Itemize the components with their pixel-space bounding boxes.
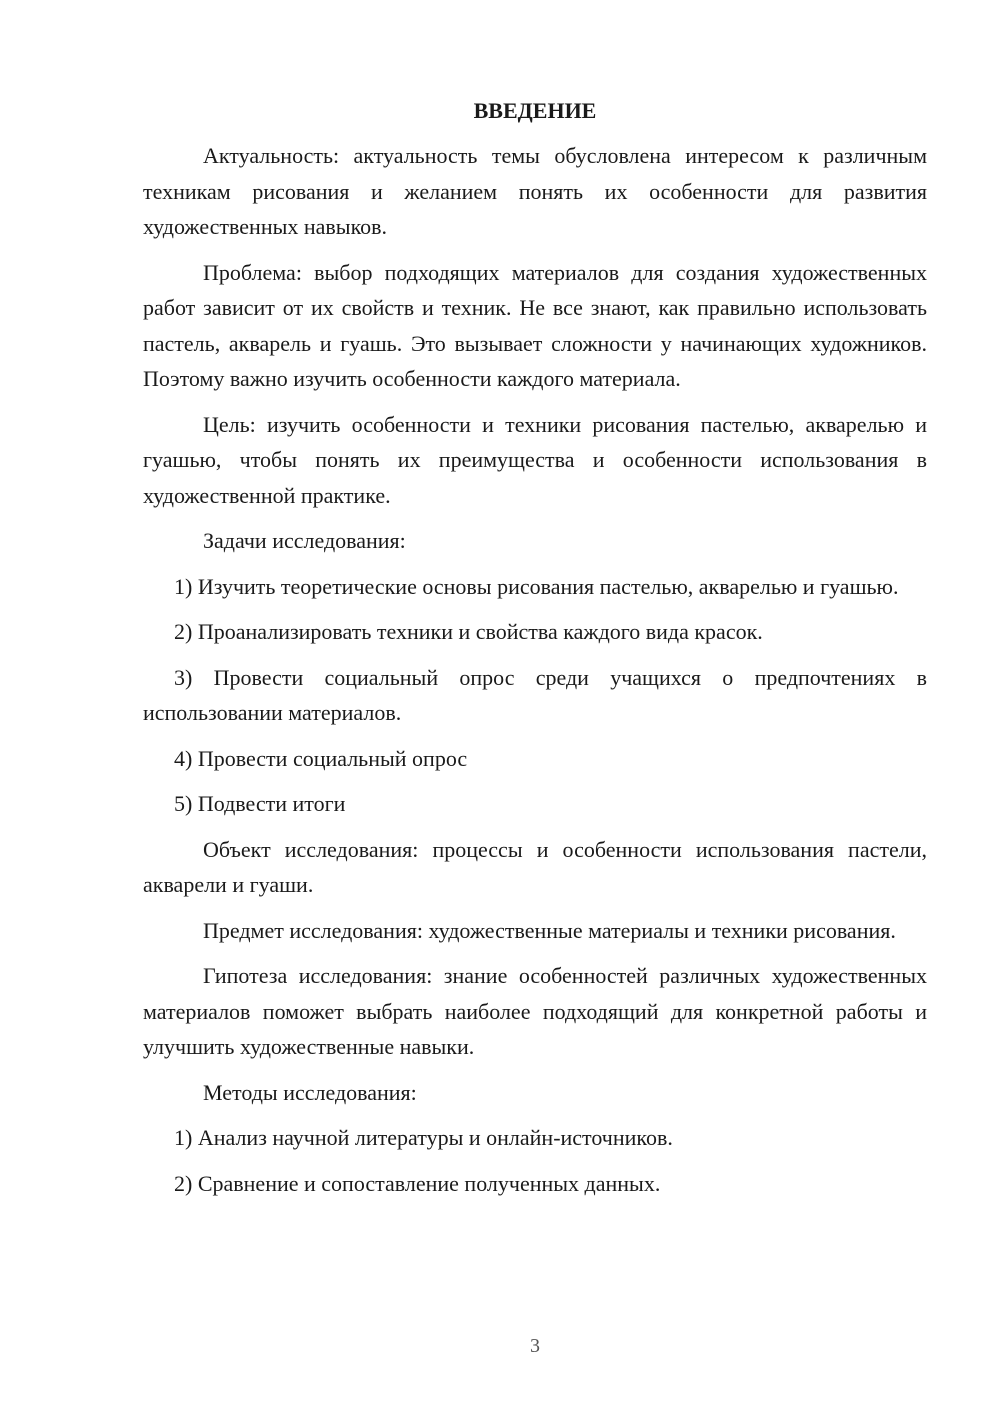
paragraph-subject: Предмет исследования: художественные материалы и техники рисования.	[203, 917, 896, 943]
page-number: 3	[530, 1335, 540, 1357]
paragraph-problem: Проблема: выбор подходящих материалов для создания художественных работ зависит от их свойств и техник. Не все знают, как правильно использовать пастель, акварель и гуашь. Это вызывает сложности у начинающих художников. Поэтому важно изучить особенности каждого материала.	[143, 259, 927, 391]
paragraph-object: Объект исследования: процессы и особенности использования пастели, акварели и гуаши.	[143, 836, 927, 897]
task-item-3: 3) Провести социальный опрос среди учащихся о предпочтениях в использовании материалов.	[143, 664, 927, 725]
paragraph-relevance: Актуальность: актуальность темы обусловлена интересом к различным техникам рисования и желанием понять их особенности для развития художественных навыков.	[143, 143, 927, 239]
task-item-1: 1) Изучить теоретические основы рисования пастелью, акварелью и гуашью.	[174, 573, 899, 599]
method-item-2: 2) Сравнение и сопоставление полученных данных.	[174, 1170, 661, 1196]
paragraph-goal: Цель: изучить особенности и техники рисования пастелью, акварелью и гуашью, чтобы понять их преимущества и особенности использования в художественной практике.	[143, 411, 927, 508]
method-item-1: 1) Анализ научной литературы и онлайн-источников.	[174, 1125, 673, 1150]
methods-heading: Методы исследования:	[203, 1079, 417, 1105]
tasks-heading: Задачи исследования:	[203, 528, 406, 553]
task-item-5: 5) Подвести итоги	[174, 791, 346, 816]
page-title: ВВЕДЕНИЕ	[473, 98, 597, 123]
task-item-2: 2) Проанализировать техники и свойства каждого вида красок.	[174, 619, 763, 644]
task-item-4: 4) Провести социальный опрос	[174, 745, 468, 771]
paragraph-hypothesis: Гипотеза исследования: знание особенностей различных художественных материалов поможет выбрать наиболее подходящий для конкретной работы и улучшить художественные навыки.	[143, 963, 927, 1059]
page-content	[143, 96, 927, 1211]
